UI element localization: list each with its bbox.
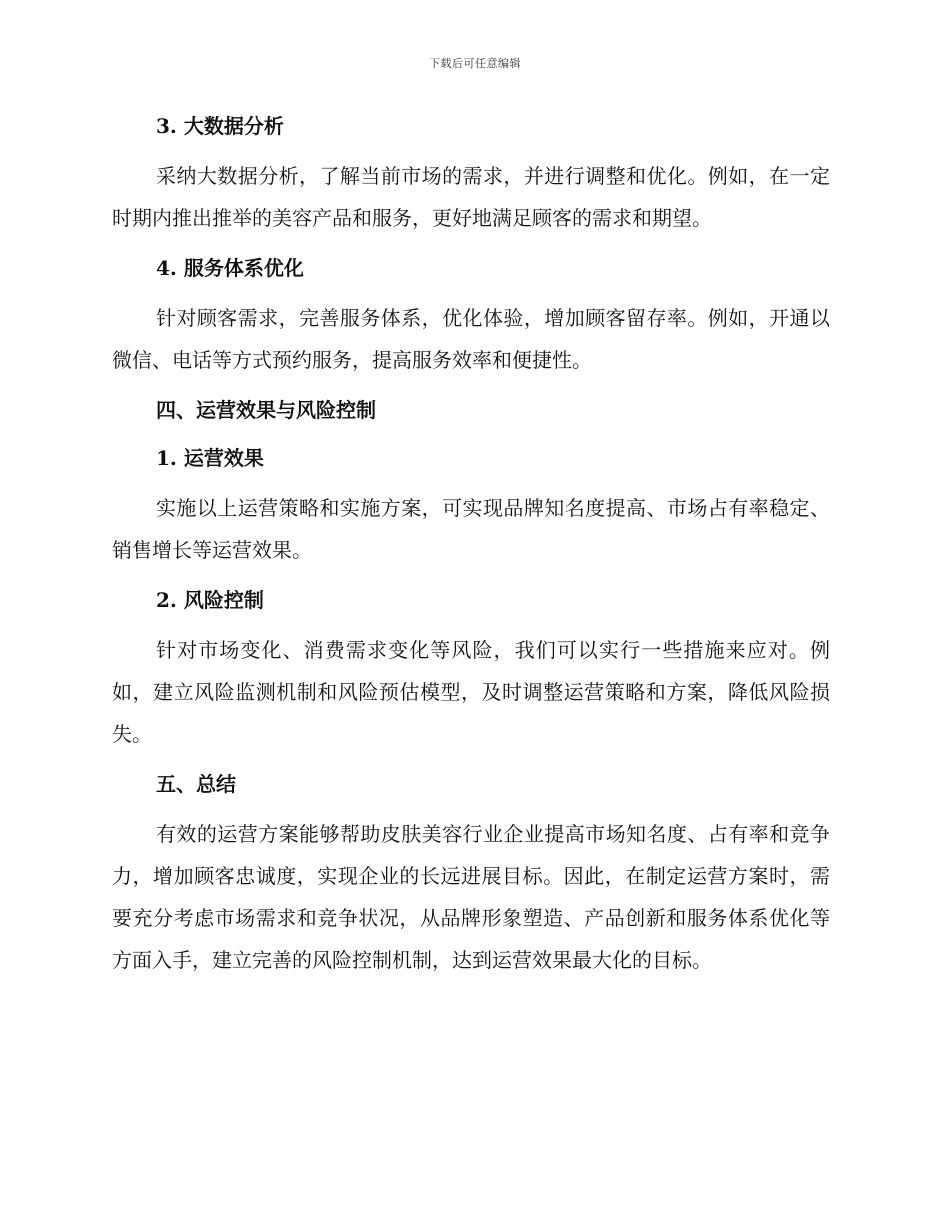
paragraph-summary: 有效的运营方案能够帮助皮肤美容行业企业提高市场知名度、占有率和竞争力，增加顾客忠诚度，实现企业的长远进展目标。因此，在制定运营方案时，需要充分考虑市场需求和竞争状况，从品牌形象塑造、产品创新和服务体系优化等方面入手，建立完善的风险控制机制，达到运营效果最大化的目标。 — [112, 822, 830, 972]
paragraph-service-system: 针对顾客需求，完善服务体系，优化体验，增加顾客留存率。例如，开通以微信、电话等方式预约服务，提高服务效率和便捷性。 — [112, 306, 830, 372]
paragraph-big-data: 采纳大数据分析，了解当前市场的需求，并进行调整和优化。例如，在一定时期内推出推举的美容产品和服务，更好地满足顾客的需求和期望。 — [112, 164, 830, 230]
document-body — [112, 107, 830, 981]
paragraph-operation-effect: 实施以上运营策略和实施方案，可实现品牌知名度提高、市场占有率稳定、销售增长等运营效果。 — [112, 496, 830, 562]
chapter-heading-summary: 五、总结 — [156, 772, 236, 796]
page-header: 下载后可任意编辑 — [429, 57, 521, 70]
section-heading-service-system: 4. 服务体系优化 — [156, 256, 304, 280]
section-heading-risk-control: 2. 风险控制 — [156, 588, 264, 612]
chapter-heading-effect-risk: 四、运营效果与风险控制 — [156, 398, 376, 422]
section-heading-operation-effect: 1. 运营效果 — [156, 446, 264, 470]
section-heading-big-data: 3. 大数据分析 — [156, 114, 284, 138]
paragraph-risk-control: 针对市场变化、消费需求变化等风险，我们可以实行一些措施来应对。例如，建立风险监测机制和风险预估模型，及时调整运营策略和方案，降低风险损失。 — [112, 638, 830, 746]
